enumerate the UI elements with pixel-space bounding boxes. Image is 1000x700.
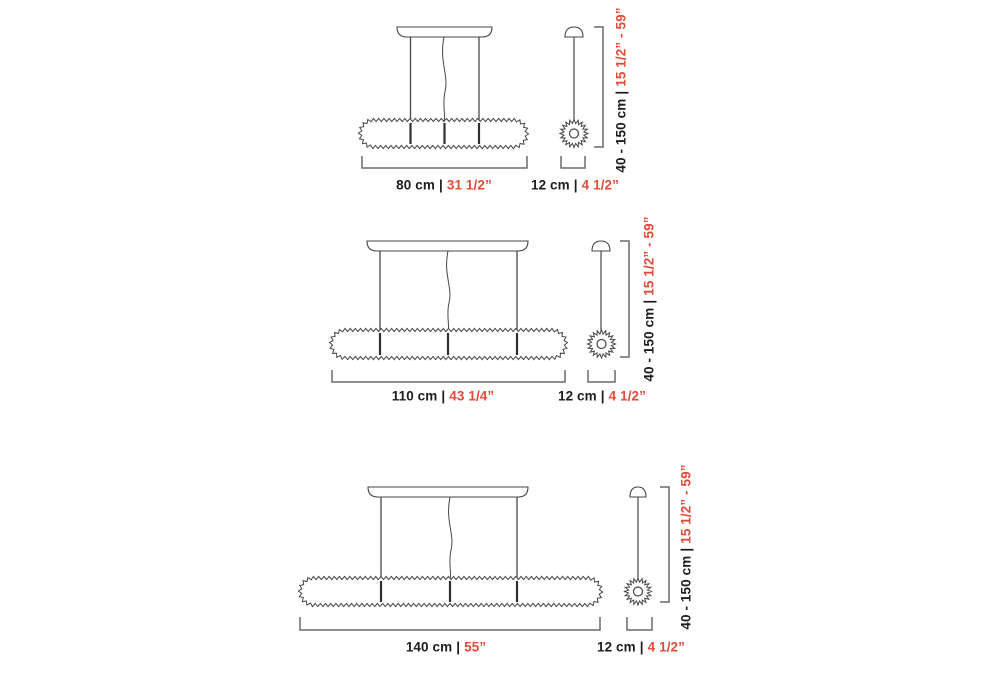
width-dimension-label-110 <box>392 389 495 404</box>
ceiling-canopy-dome <box>630 487 646 497</box>
height-dimension-label-110 <box>642 216 657 381</box>
label-separator: | <box>678 547 694 552</box>
width-imperial: 43 1/4” <box>449 388 495 404</box>
width-dimension-label-140 <box>406 640 486 655</box>
power-cord <box>443 37 446 121</box>
ceiling-canopy <box>368 487 528 497</box>
lamp-front-view <box>330 241 568 382</box>
lamp-variant-1 <box>330 241 630 382</box>
power-cord <box>449 497 452 579</box>
width-imperial: 55” <box>464 639 487 655</box>
depth-dimension-bracket <box>561 156 585 168</box>
label-separator: | <box>600 388 605 404</box>
height-dimension-bracket <box>620 241 629 357</box>
ceiling-canopy <box>397 27 492 37</box>
depth-metric: 12 cm <box>557 388 597 404</box>
lamp-side-view <box>560 27 588 168</box>
height-metric: 40 - 150 cm <box>641 307 657 382</box>
depth-imperial: 4 1/2” <box>581 177 620 193</box>
label-separator: | <box>641 299 657 304</box>
lamp-variant-0 <box>358 27 603 168</box>
label-separator: | <box>441 388 446 404</box>
depth-dimension-label-80 <box>531 178 619 193</box>
width-dimension-bracket <box>332 370 565 382</box>
depth-dimension-label-140 <box>597 640 685 655</box>
width-imperial: 31 1/2” <box>446 177 492 193</box>
depth-dimension-bracket <box>627 617 652 630</box>
lamp-side-view <box>625 487 653 630</box>
height-dimension-bracket <box>594 27 603 147</box>
height-imperial: 15 1/2” - 59” <box>678 464 694 544</box>
width-metric: 110 cm <box>391 388 438 404</box>
ceiling-canopy <box>367 241 528 251</box>
width-dimension-label-80 <box>396 178 492 193</box>
lamp-front-view <box>358 27 528 168</box>
depth-dimension-bracket <box>588 370 615 382</box>
label-separator: | <box>613 90 629 95</box>
lamp-holder <box>634 587 643 596</box>
lamp-side-view <box>588 241 616 382</box>
label-separator: | <box>438 177 443 193</box>
lamp-holder <box>570 129 579 138</box>
ceiling-canopy-dome <box>592 241 610 251</box>
depth-metric: 12 cm <box>530 177 570 193</box>
lamp-variant-2 <box>298 487 669 630</box>
power-cord <box>447 251 450 331</box>
label-separator: | <box>456 639 461 655</box>
ceiling-canopy-dome <box>565 27 583 37</box>
width-dimension-bracket <box>362 156 527 168</box>
depth-dimension-label-110 <box>558 389 646 404</box>
height-dimension-label-140 <box>679 464 694 629</box>
height-imperial: 15 1/2” - 59” <box>641 216 657 296</box>
height-imperial: 15 1/2” - 59” <box>613 7 629 87</box>
depth-metric: 12 cm <box>596 639 636 655</box>
height-dimension-label-80 <box>614 7 629 172</box>
label-separator: | <box>573 177 578 193</box>
depth-imperial: 4 1/2” <box>647 639 686 655</box>
label-separator: | <box>639 639 644 655</box>
height-dimension-bracket <box>660 487 669 602</box>
lamp-holder <box>597 340 606 349</box>
depth-imperial: 4 1/2” <box>608 388 647 404</box>
height-metric: 40 - 150 cm <box>678 555 694 630</box>
width-metric: 80 cm <box>396 177 435 193</box>
width-metric: 140 cm <box>405 639 453 655</box>
height-metric: 40 - 150 cm <box>613 98 629 173</box>
width-dimension-bracket <box>300 617 600 630</box>
lamp-front-view <box>298 487 602 630</box>
